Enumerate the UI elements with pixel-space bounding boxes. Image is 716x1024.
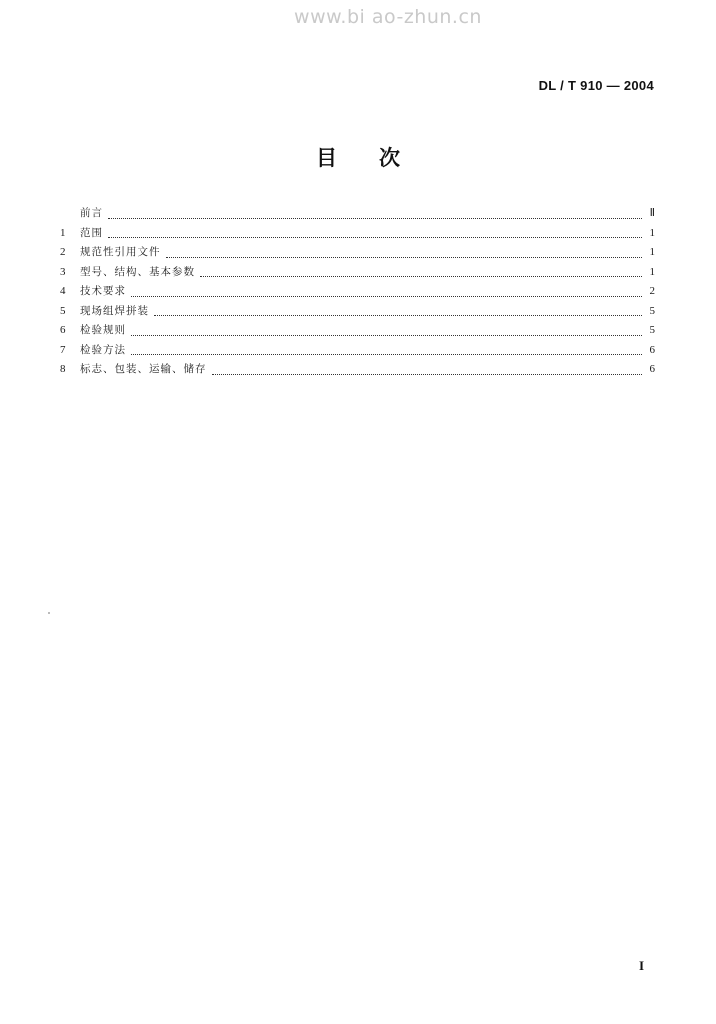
toc-entry-page: 5 [649,324,655,336]
toc-entry-label: 检验方法 [80,343,126,356]
table-of-contents [60,204,655,380]
toc-entry[interactable] [60,321,655,341]
toc-entry-label: 规范性引用文件 [80,246,161,258]
toc-leader-dots [166,256,643,258]
toc-entry-label: 型号、结构、基本参数 [80,265,195,278]
toc-leader-dots [131,295,642,297]
toc-entry[interactable] [60,243,655,263]
toc-entry-page: 1 [649,226,655,239]
toc-entry-label: 标志、包装、运输、储存 [80,363,207,375]
toc-leader-dots [154,314,642,316]
toc-leader-dots [200,275,642,277]
toc-leader-dots [131,334,642,336]
toc-entry-label: 检验规则 [80,324,126,336]
standard-code: DL / T 910 — 2004 [538,78,654,93]
page-number: I [638,958,644,973]
toc-entry-label: 现场组焊拼装 [80,304,149,317]
toc-entry-label: 范围 [80,226,103,239]
toc-entry[interactable] [60,360,655,380]
toc-entry-number: 5 [60,304,66,317]
toc-entry-page: 1 [649,265,655,278]
toc-leader-dots [108,236,642,238]
watermark: www.bi ao-zhun.cn [294,6,482,28]
toc-entry[interactable] [60,224,655,244]
toc-entry-number: 7 [60,343,66,356]
toc-entry[interactable] [60,302,655,322]
toc-entry-number: 3 [60,265,66,278]
toc-entry[interactable] [60,282,655,302]
page-title: 目次 [316,146,442,170]
toc-entry-number: 8 [60,363,66,375]
toc-entry-number: 1 [60,226,66,239]
scan-speck [48,612,50,614]
toc-entry[interactable] [60,204,655,224]
toc-leader-dots [212,373,643,375]
toc-leader-dots [108,217,642,219]
toc-entry-label: 技术要求 [80,285,126,297]
toc-leader-dots [131,353,642,355]
toc-entry-number: 6 [60,324,66,336]
toc-entry-page: 1 [649,246,655,258]
toc-entry-page: 6 [649,343,655,356]
toc-entry-page: 5 [649,304,655,317]
toc-entry-label: 前言 [80,207,103,219]
toc-entry[interactable] [60,263,655,283]
toc-entry-page: 6 [649,363,655,375]
toc-entry-page: 2 [649,285,655,297]
toc-entry-number: 4 [60,285,66,297]
toc-entry[interactable] [60,341,655,361]
toc-entry-page: Ⅱ [649,207,655,219]
toc-entry-number: 2 [60,246,66,258]
